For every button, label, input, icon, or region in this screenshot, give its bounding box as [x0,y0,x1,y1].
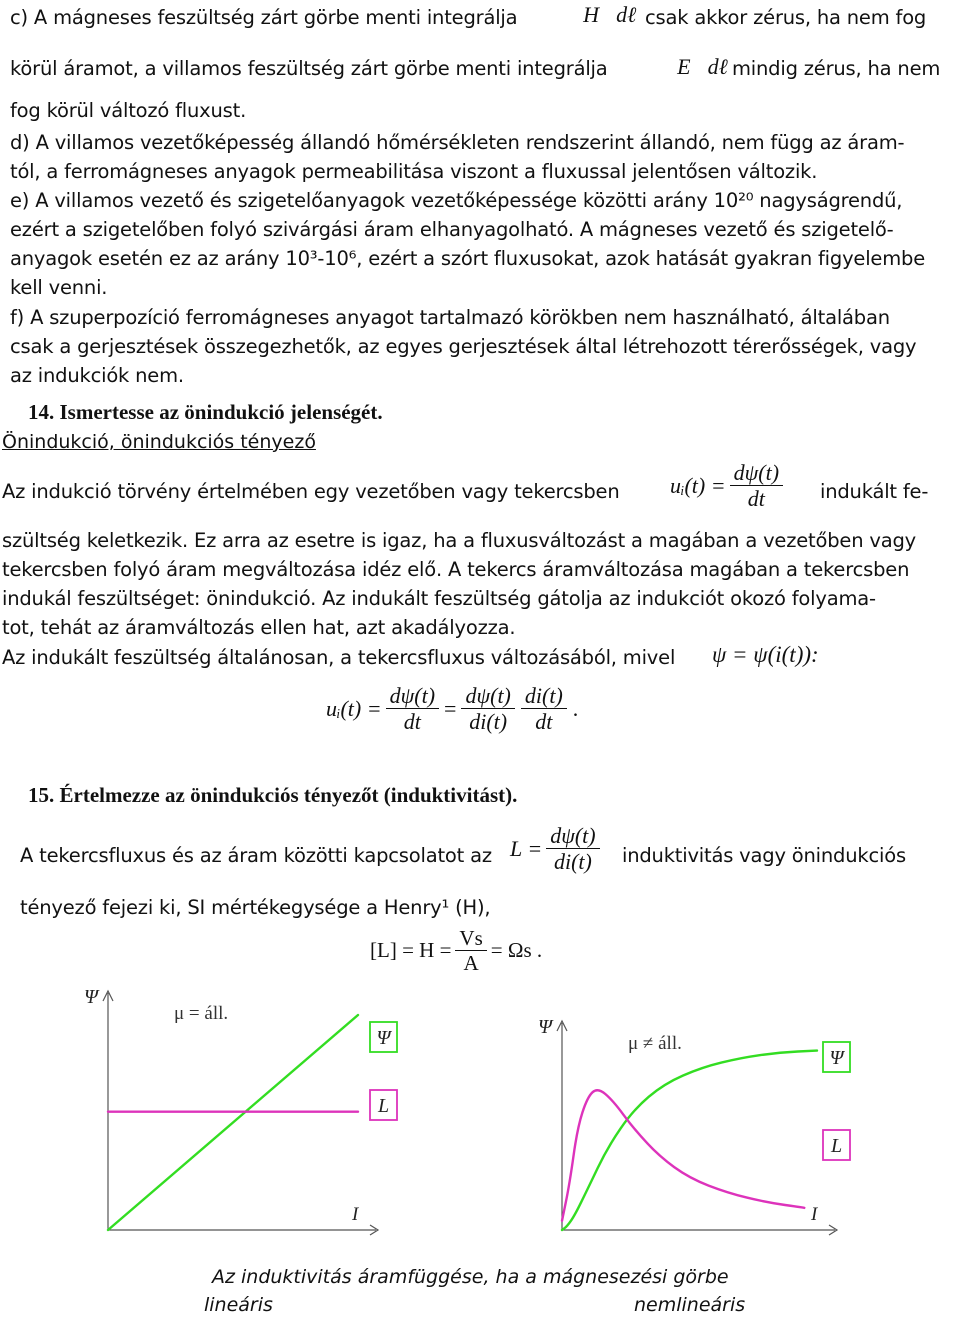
q15-l-formula [510,823,600,875]
legend-label-psi: Ψ [376,1027,391,1049]
q14-ui-lhs: uᵢ(t) = [670,472,726,498]
q14-p2: Az indukált feszültség általánosan, a tekercsfluxus változásából, mivel [2,646,676,669]
section-c-line3 [10,99,246,122]
section-d-line2: tól, a ferromágneses anyagok permeabilitása viszont a fluxussal jelentősen változik. [10,160,818,183]
q15-l-den: di(t) [553,849,592,875]
q14-main-frac3-num: di(t) [521,683,567,709]
series-line-l [562,1090,804,1221]
section-c-line2 [10,57,608,80]
q15-l-fraction [546,823,599,875]
section-d [10,128,955,186]
q14-p1-rest [2,526,947,642]
q14-main-frac2-den: di(t) [469,709,508,735]
x-axis-label: I [352,1204,359,1225]
q14-p1-line2: tekercsben folyó áram megváltozása idéz elő. A tekercs áramváltozása magában a tekercsben [2,558,910,581]
q15-unit-den: A [463,951,479,976]
q14-ui-formula [670,460,783,512]
caption-left: lineáris [204,1294,273,1316]
condition-label: μ = áll. [174,1003,229,1024]
q15-unit-lhs: [L] = H = [370,938,452,963]
x-axis-label: I [811,1204,818,1225]
q14-p1-a: Az indukció törvény értelmében egy vezetőben vagy tekercsben [2,480,620,503]
series-line-psi [108,1015,358,1230]
q14-p1-line4: tot, tehát az áramváltozás ellen hat, azt akadályozza. [2,616,516,639]
q15-l-num: dψ(t) [546,823,599,849]
legend-label-psi: Ψ [829,1047,844,1069]
q14-main-frac1-num: dψ(t) [386,683,439,709]
q14-ui-num: dψ(t) [730,460,783,486]
q14-title: 14. Ismertesse az önindukció jelenségét. [28,400,383,424]
section-d-line1: d) A villamos vezetőképesség állandó hőmérsékleten rendszerint állandó, nem függ az áram- [10,131,905,154]
q15-unit-rhs: = Ωs . [490,938,543,963]
q15-p1-a: A tekercsfluxus és az áram közötti kapcsolatot az [20,844,492,867]
section-c-line1-b [645,6,926,29]
integral-e-dl: ∮E⃗dℓ⃗ [660,54,745,79]
q14-main-frac1-den: dt [403,709,421,735]
q15-unit-num: Vs [455,926,486,951]
caption-line1: Az induktivitás áramfüggése, ha a mágnesezési görbe [212,1266,729,1288]
section-f-line2: csak a gerjesztések összegezhetők, az egyes gerjesztések által létrehozott térerősségek, vagy [10,335,917,358]
q15-p1-b: induktivitás vagy önindukciós [622,844,906,867]
q14-p1-b: indukált fe- [820,480,929,503]
q14-ui-den: dt [747,486,765,512]
q15-l-lhs: L = [510,835,543,861]
section-e-line3: anyagok esetén ez az arány 10³-10⁶, ezért a szórt fluxusokat, azok hatását gyakran figyelembe [10,247,926,270]
q14-p1-line3: indukál feszültséget: önindukció. Az indukált feszültség gátolja az indukciót okozó folyama- [2,587,876,610]
section-c-line1-b-text: csak akkor zérus, ha nem fog [645,6,927,29]
q14-ui-fraction [730,460,783,512]
legend-label-l: L [830,1135,843,1157]
q14-main-formula [326,683,578,735]
q14-psi-formula [712,642,819,668]
section-c-line1 [10,6,517,29]
q14-main-frac1 [386,683,439,735]
caption-right: nemlineáris [634,1294,746,1316]
q14-main-lhs: uᵢ(t) = [326,695,382,721]
q14-subtitle: Önindukció, önindukciós tényező [2,431,316,453]
q14-main-frac3 [521,683,567,735]
integral-h-dl: ∮H⃗dℓ⃗ [566,2,654,27]
section-c-line3-text: fog körül változó fluxust. [10,99,247,122]
legend-label-l: L [377,1095,390,1117]
section-e-line4: kell venni. [10,276,108,299]
q15-unit-formula [370,926,542,975]
q14-main-frac2-num: dψ(t) [461,683,514,709]
q15-unit-frac [455,926,486,975]
y-axis-label: Ψ [538,1016,553,1038]
q14-main-eq: = [444,695,457,721]
section-e [10,186,955,302]
q14-main-frac2 [461,683,514,735]
q14-psi-text: ψ = ψ(i(t)): [712,642,819,667]
section-e-line2: ezért a szigetelőben folyó szivárgási áram elhanyagolható. A mágneses vezető és szigetelő- [10,218,894,241]
section-c-line2-a: körül áramot, a villamos feszültség zárt görbe menti integrálja [10,57,608,80]
section-f-line1: f) A szuperpozíció ferromágneses anyagot tartalmazó körökben nem használható, általában [10,306,890,329]
section-c-line2-b-text: mindig zérus, ha nem [732,57,941,80]
q14-p1-line1: szültség keletkezik. Ez arra az esetre is igaz, ha a fluxusváltozást a magában a vezetőben vagy [2,529,916,552]
chart-linear [80,986,410,1250]
section-c-integral-h [566,2,653,28]
section-f [10,303,955,390]
section-c-line2-b [732,57,940,80]
section-e-line1: e) A villamos vezető és szigetelőanyagok vezetőképessége közötti arány 10²⁰ nagyságrendű, [10,189,903,212]
q14-main-end: . [572,695,579,721]
chart-nonlinear [530,1000,870,1250]
q14-main-frac3-den: dt [535,709,553,735]
section-f-line3: az indukciók nem. [10,364,184,387]
q15-p2: tényező fejezi ki, SI mértékegysége a Henry¹ (H), [20,896,491,919]
y-axis-label: Ψ [84,986,99,1008]
section-c-line1-a: c) A mágneses feszültség zárt görbe menti integrálja [10,6,518,29]
condition-label: μ ≠ áll. [628,1033,682,1054]
q15-title: 15. Értelmezze az önindukciós tényezőt (induktivitást). [28,783,518,807]
